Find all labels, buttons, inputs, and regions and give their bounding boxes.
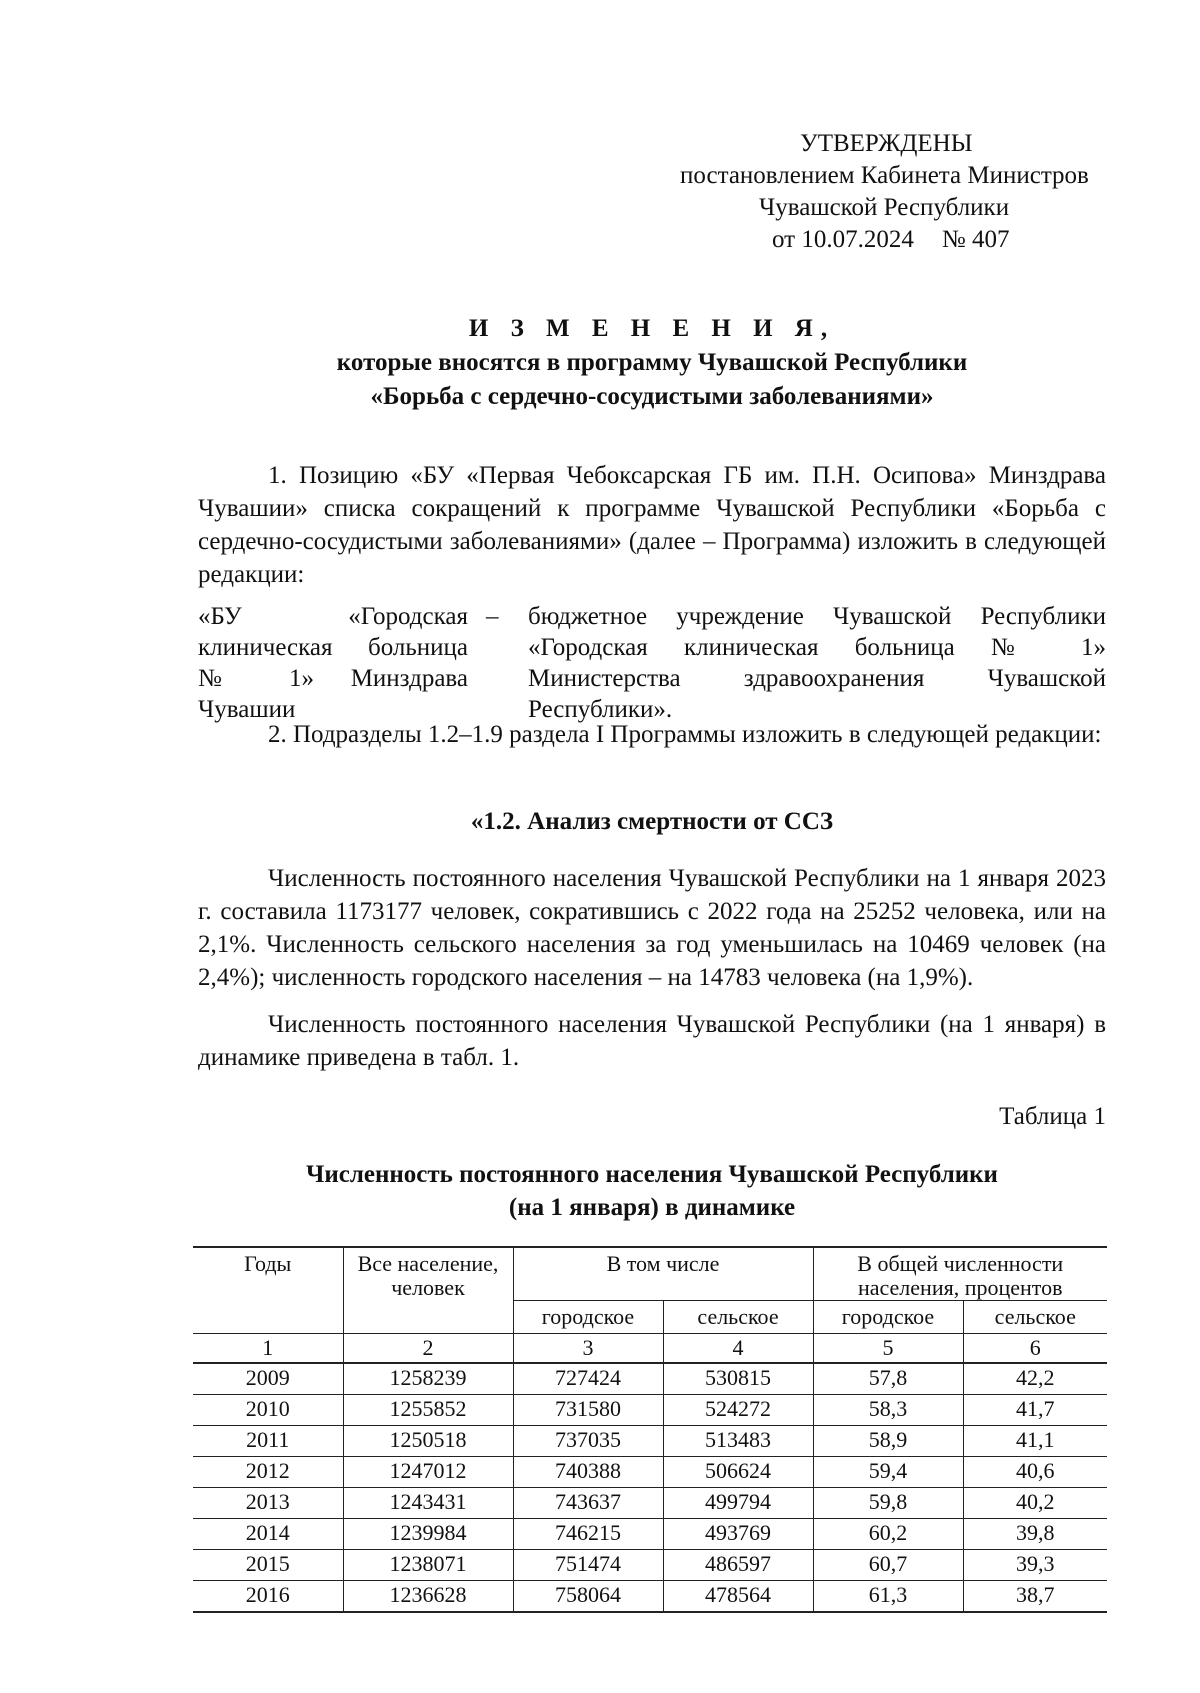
abbreviation-definition: бюджетное учреждение Чувашской Республики «Городская клиническая больница № 1» Министерства здравоохранения Чувашской Республики». [528,603,1106,723]
table-cell: 506624 [663,1457,813,1488]
table-row [193,1426,1107,1457]
table-cell: 499794 [663,1488,813,1519]
table-cell: 1236628 [343,1581,513,1613]
table-cell: 1258239 [343,1363,513,1395]
document-heading [198,312,1106,414]
column-number: 6 [963,1334,1107,1364]
table-cell: 486597 [663,1550,813,1581]
table-cell: 38,7 [963,1581,1107,1613]
table-cell: 2009 [193,1363,343,1395]
section-subheading: «1.2. Анализ смертности от ССЗ [470,808,834,835]
header-rural-pct: сельское [963,1301,1107,1334]
column-number: 3 [513,1334,663,1364]
table-cell: 58,9 [813,1426,963,1457]
table-body [193,1363,1107,1612]
column-number: 5 [813,1334,963,1364]
table-cell: 1239984 [343,1519,513,1550]
table-cell: 727424 [513,1363,663,1395]
abbreviation-term: «БУ «Городская клиническая больница № 1» Минздрава Чувашии [198,603,468,723]
header-including: В том числе [513,1247,813,1301]
header-total: Все население, человек [343,1247,513,1334]
table-cell: 61,3 [813,1581,963,1613]
table-cell: 743637 [513,1488,663,1519]
table-cell: 58,3 [813,1395,963,1426]
column-number-row [193,1334,1107,1364]
table-cell: 758064 [513,1581,663,1613]
paragraph-3: Численность постоянного населения Чувашской Республики на 1 января 2023 г. составила 1173177 человек, сократившись с 2022 года на 25252 человека, или на 2,1%. Численность сельского населения за год уменьшилась на 10469 человек (на 2,4%); численность городского населения – на 14783 человека (на 1,9%). [198,865,1106,991]
paragraph-1: 1. Позицию «БУ «Первая Чебоксарская ГБ им. П.Н. Осипова» Минздрава Чувашии» списка сокращений к программе Чувашской Республики «Борьба с сердечно-сосудистыми заболеваниями» (далее – Программа) изложить в следующей редакции: [198,462,1106,588]
table-cell: 60,2 [813,1519,963,1550]
table-title-line-2: (на 1 января) в динамике [508,1194,796,1221]
table-row [193,1519,1107,1550]
table-cell: 40,2 [963,1488,1107,1519]
table-cell: 1250518 [343,1426,513,1457]
table-cell: 2015 [193,1550,343,1581]
table-title-line-1: Численность постоянного населения Чувашской Республики [306,1161,998,1188]
table-cell: 60,7 [813,1550,963,1581]
table-label: Таблица 1 [999,1103,1106,1130]
table-row [193,1457,1107,1488]
abbreviation-dash: – [486,603,499,630]
table-cell: 39,3 [963,1550,1107,1581]
header-years: Годы [193,1247,343,1334]
table-cell: 2011 [193,1426,343,1457]
table-cell: 493769 [663,1519,813,1550]
heading-subtitle-1: которые вносятся в программу Чувашской Республики [336,349,968,376]
table-cell: 41,7 [963,1395,1107,1426]
table-row [193,1363,1107,1395]
approval-number: № 407 [941,226,1010,253]
table-row [193,1488,1107,1519]
table-cell: 1243431 [343,1488,513,1519]
header-urban-pct: городское [813,1301,963,1334]
approval-date-number [680,224,1120,256]
heading-title: И З М Е Н Е Н И Я, [468,315,836,342]
table-cell: 530815 [663,1363,813,1395]
table-cell: 2012 [193,1457,343,1488]
table-cell: 39,8 [963,1519,1107,1550]
table-cell: 478564 [663,1581,813,1613]
table-cell: 41,1 [963,1426,1107,1457]
column-number: 4 [663,1334,813,1364]
header-rural: сельское [663,1301,813,1334]
table-title [198,1158,1106,1224]
heading-subtitle-2: «Борьба с сердечно-сосудистыми заболеваниями» [370,383,934,410]
table-cell: 1247012 [343,1457,513,1488]
table-cell: 59,8 [813,1488,963,1519]
header-urban: городское [513,1301,663,1334]
table-cell: 2010 [193,1395,343,1426]
table-cell: 40,6 [963,1457,1107,1488]
table-cell: 731580 [513,1395,663,1426]
approval-title: УТВЕРЖДЕНЫ [800,130,973,157]
table-cell: 740388 [513,1457,663,1488]
population-table [193,1246,1107,1613]
table-cell: 57,8 [813,1363,963,1395]
table-cell: 59,4 [813,1457,963,1488]
table-header-row [193,1247,1107,1301]
approval-issuer: постановлением Кабинета Министров [680,162,1089,189]
table-row [193,1581,1107,1613]
paragraph-2: 2. Подразделы 1.2–1.9 раздела I Программы изложить в следующей редакции: [268,721,1102,748]
table-cell: 2016 [193,1581,343,1613]
table-cell: 513483 [663,1426,813,1457]
column-number: 2 [343,1334,513,1364]
table-cell: 42,2 [963,1363,1107,1395]
table-row [193,1395,1107,1426]
table-row [193,1550,1107,1581]
approval-date: от 10.07.2024 [772,226,914,253]
header-share: В общей численности населения, процентов [813,1247,1107,1301]
table-cell: 2013 [193,1488,343,1519]
column-number: 1 [193,1334,343,1364]
approval-block [680,128,1120,256]
approval-region: Чувашской Республики [759,194,1010,221]
table-cell: 1255852 [343,1395,513,1426]
table-cell: 1238071 [343,1550,513,1581]
table-cell: 2014 [193,1519,343,1550]
table-cell: 524272 [663,1395,813,1426]
paragraph-4: Численность постоянного населения Чувашской Республики (на 1 января) в динамике приведена в табл. 1. [198,1011,1106,1071]
table-cell: 737035 [513,1426,663,1457]
table-cell: 746215 [513,1519,663,1550]
table-cell: 751474 [513,1550,663,1581]
